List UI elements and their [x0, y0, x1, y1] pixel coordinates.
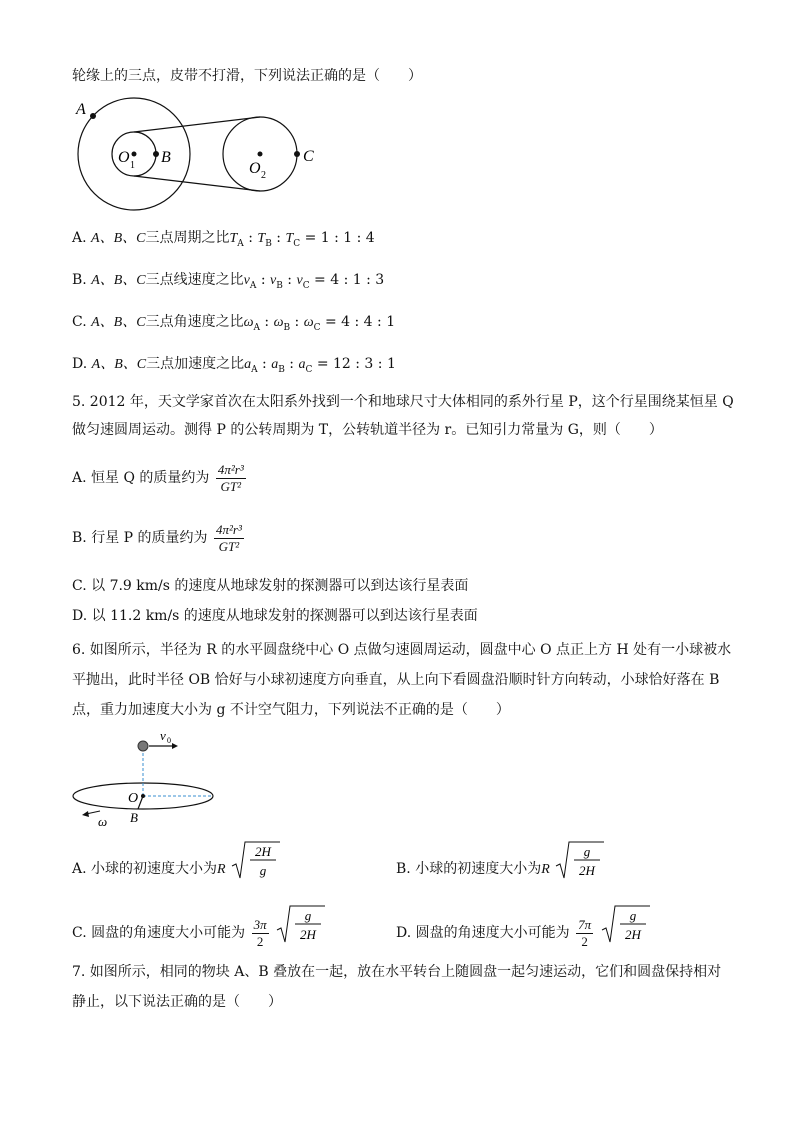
svg-text:g: g [259, 863, 267, 878]
svg-text:g: g [304, 908, 312, 923]
label-O2-sub: 2 [261, 170, 266, 181]
label-v0: v [160, 730, 166, 743]
v0-arrow-head [172, 743, 178, 749]
belt-top [134, 117, 260, 132]
belt-bottom [134, 176, 260, 191]
q4-option-d: D. A、B、C三点加速度之比$a_A$ : $a_B$ : $a_C = 12$ : 3 : 1 [72, 356, 396, 375]
svg-text:2H: 2H [255, 844, 271, 859]
center-O1 [132, 152, 137, 157]
label-C: C [303, 148, 314, 165]
q6-option-a: A. 小球的初速度大小为R 2H g [72, 838, 282, 900]
svg-text:2H: 2H [300, 927, 316, 942]
label-omega: ω [98, 814, 108, 829]
q5-option-c: C. 以 7.9 km/s 的速度从地球发射的探测器可以到达该行星表面 [72, 578, 469, 594]
sqrt-sign [600, 902, 652, 964]
q6-option-b: B. 小球的初速度大小为R g 2H [396, 838, 606, 900]
q7-stem-line1: 7. 如图所示，相同的物块 A、B 叠放在一起，放在水平转台上随圆盘一起匀速运动，它们和圆盘保持相对 [72, 964, 722, 980]
ball [138, 741, 148, 751]
label-O1: O [118, 149, 130, 166]
label-B: B [161, 149, 171, 166]
sqrt-sign [230, 838, 282, 900]
center-O [141, 794, 145, 798]
q7-stem-line2: 静止，以下说法正确的是（ ） [72, 994, 282, 1010]
sqrt-sign [275, 902, 327, 964]
q5-option-b: B. 行星 P 的质量约为 $\frac{\text{4π²r³}}{\text{GT²}}$ [72, 521, 242, 554]
q6-stem-line3: 点，重力加速度大小为 g 不计空气阻力，下列说法不正确的是（ ） [72, 702, 510, 718]
label-v0-sub: 0 [167, 736, 171, 745]
svg-text:2H: 2H [579, 863, 596, 878]
point-A [90, 113, 96, 119]
radius-OB [138, 796, 143, 809]
sqrt-sign [554, 838, 606, 900]
svg-text:g: g [629, 908, 636, 923]
q5-stem-line1: 5. 2012 年，天文学家首次在太阳系外找到一个和地球尺寸大体相同的系外行星 P，这个行星围绕某恒星 Q [72, 394, 734, 410]
q6-disk-figure [70, 730, 220, 830]
svg-text:2H: 2H [624, 927, 641, 942]
omega-arrow-head [82, 811, 89, 817]
q4-option-a: A. A、B、C三点周期之比$T_A$ : $T_B$ : $T_C = 1$ : 1 : 4 [72, 230, 375, 249]
q5-option-a: A. 恒星 Q 的质量约为 $\frac{\text{4π²r³}}{\text{GT²}}$ [72, 461, 244, 494]
q6-stem-line2: 平抛出，此时半径 OB 恰好与小球初速度方向垂直，从上向下看圆盘沿顺时针方向转动，小球恰好落在 B [72, 672, 720, 688]
q4-option-b: B. A、B、C三点线速度之比$v_A$ : $v_B$ : $v_C = 4$ : 1 : 3 [72, 272, 385, 291]
q4-stem: 轮缘上的三点，皮带不打滑，下列说法正确的是（ ） [72, 68, 422, 84]
svg-text:g: g [583, 844, 591, 859]
q5-option-d: D. 以 11.2 km/s 的速度从地球发射的探测器可以到达该行星表面 [72, 608, 478, 624]
q4-pulley-figure [68, 96, 338, 220]
label-O2: O [249, 160, 261, 177]
q6-option-d: D. 圆盘的角速度大小可能为 $\frac{7\pi}{2}$ g 2H [396, 902, 652, 964]
label-A: A [76, 101, 86, 118]
label-O: O [128, 791, 139, 806]
q6-option-c: C. 圆盘的角速度大小可能为 $\frac{3\pi}{2}$ g 2H [72, 902, 327, 964]
center-O2 [258, 152, 263, 157]
q4-option-c: C. A、B、C三点角速度之比$\omega_A$ : $\omega_B$ : $\omega_C = 4$ : 4 : 1 [72, 314, 396, 333]
label-O1-sub: 1 [130, 160, 135, 171]
label-B: B [130, 810, 138, 825]
point-C [294, 151, 300, 157]
point-B [153, 151, 159, 157]
q6-stem-line1: 6. 如图所示，半径为 R 的水平圆盘绕中心 O 点做匀速圆周运动，圆盘中心 O 点正上方 H 处有一小球被水 [72, 642, 732, 658]
q5-stem-line2: 做匀速圆周运动。测得 P 的公转周期为 T，公转轨道半径为 r。已知引力常量为 G，则（ ） [72, 422, 663, 438]
